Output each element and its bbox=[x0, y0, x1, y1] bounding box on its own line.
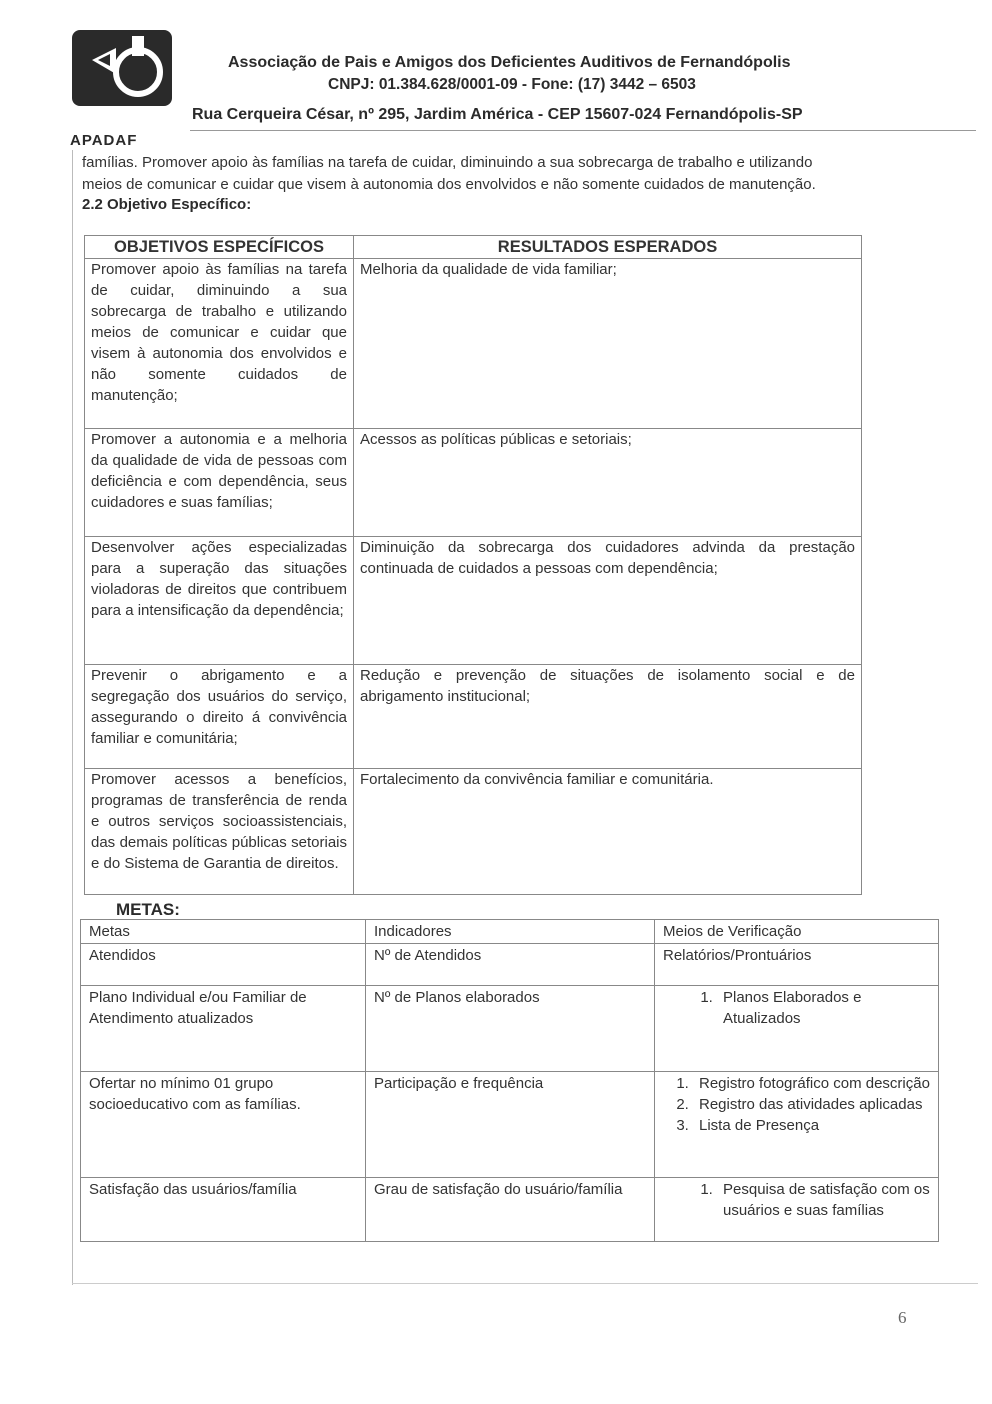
table-row bbox=[81, 944, 939, 986]
meio-list bbox=[663, 987, 930, 1029]
list-item: 2. Registro das atividades aplicadas bbox=[693, 1094, 930, 1115]
table-row bbox=[85, 665, 862, 769]
meta-cell: Ofertar no mínimo 01 grupo socioeducativo com as famílias. bbox=[81, 1072, 366, 1178]
metas-title: METAS: bbox=[116, 900, 180, 919]
meio-cell bbox=[655, 986, 939, 1072]
meta-cell: Satisfação das usuários/família bbox=[81, 1178, 366, 1242]
resultado-cell: Redução e prevenção de situações de isolamento social e de abrigamento institucional; bbox=[354, 665, 862, 769]
intro-line-1: famílias. Promover apoio às famílias na tarefa de cuidar, diminuindo a sua sobrecarga de trabalho e utilizando bbox=[82, 154, 813, 171]
list-item: 1. Registro fotográfico com descrição bbox=[693, 1073, 930, 1094]
intro-line-2: meios de comunicar e cuidar que visem à autonomia dos envolvidos e não somente cuidados de manutenção. bbox=[82, 176, 816, 193]
header-meios: Meios de Verificação bbox=[655, 920, 939, 944]
table-header-row bbox=[85, 236, 862, 259]
cnpj-phone: CNPJ: 01.384.628/0001-09 - Fone: (17) 3442 – 6503 bbox=[328, 76, 696, 93]
page-number: 6 bbox=[898, 1308, 907, 1327]
meio-list bbox=[663, 1179, 930, 1221]
list-item: 1. Pesquisa de satisfação com os usuários e suas famílias bbox=[717, 1179, 930, 1221]
org-name: Associação de Pais e Amigos dos Deficientes Auditivos de Fernandópolis bbox=[228, 54, 791, 71]
list-item: 3. Lista de Presença bbox=[693, 1115, 930, 1136]
resultado-cell: Melhoria da qualidade de vida familiar; bbox=[354, 259, 862, 429]
header-indicadores: Indicadores bbox=[366, 920, 655, 944]
logo-text: APADAF bbox=[70, 132, 138, 149]
objetivo-cell: Prevenir o abrigamento e a segregação dos usuários do serviço, assegurando o direito á convivência familiar e comunitária; bbox=[85, 665, 354, 769]
table-header-row bbox=[81, 920, 939, 944]
indicador-cell: Participação e frequência bbox=[366, 1072, 655, 1178]
meio-cell: Relatórios/Prontuários bbox=[655, 944, 939, 986]
meta-cell: Atendidos bbox=[81, 944, 366, 986]
footer-divider bbox=[72, 1283, 978, 1284]
table-row bbox=[81, 1178, 939, 1242]
meta-cell: Plano Individual e/ou Familiar de Atendimento atualizados bbox=[81, 986, 366, 1072]
meio-cell bbox=[655, 1072, 939, 1178]
table-row bbox=[85, 537, 862, 665]
list-item: 1. Planos Elaborados e Atualizados bbox=[717, 987, 930, 1029]
header-metas: Metas bbox=[81, 920, 366, 944]
table-row bbox=[81, 1072, 939, 1178]
logo-mark bbox=[72, 30, 172, 106]
table-row bbox=[85, 769, 862, 895]
header-objetivos: OBJETIVOS ESPECÍFICOS bbox=[85, 236, 354, 259]
meio-list bbox=[663, 1073, 930, 1136]
indicador-cell: Grau de satisfação do usuário/família bbox=[366, 1178, 655, 1242]
apadaf-logo bbox=[70, 28, 178, 149]
intro-paragraph bbox=[82, 152, 987, 196]
objetivo-cell: Promover a autonomia e a melhoria da qualidade de vida de pessoas com deficiência e com dependência, seus cuidadores e suas famílias; bbox=[85, 429, 354, 537]
address: Rua Cerqueira César, nº 295, Jardim América - CEP 15607-024 Fernandópolis-SP bbox=[192, 106, 803, 123]
resultado-cell: Fortalecimento da convivência familiar e comunitária. bbox=[354, 769, 862, 895]
table-row bbox=[85, 259, 862, 429]
metas-table bbox=[80, 919, 939, 1242]
meio-cell bbox=[655, 1178, 939, 1242]
table-row bbox=[81, 986, 939, 1072]
objetivos-table bbox=[84, 235, 862, 895]
resultado-cell: Diminuição da sobrecarga dos cuidadores advinda da prestação continuada de cuidados a pessoas com dependência; bbox=[354, 537, 862, 665]
indicador-cell: Nº de Planos elaborados bbox=[366, 986, 655, 1072]
header-resultados: RESULTADOS ESPERADOS bbox=[354, 236, 862, 259]
resultado-cell: Acessos as políticas públicas e setoriais; bbox=[354, 429, 862, 537]
left-margin-line bbox=[72, 150, 73, 1285]
objetivo-cell: Promover acessos a benefícios, programas de transferência de renda e outros serviços socioassistenciais, das demais políticas públicas setoriais e do Sistema de Garantia de direitos. bbox=[85, 769, 354, 895]
objetivo-cell: Desenvolver ações especializadas para a superação das situações violadoras de direitos que contribuem para a intensificação da dependência; bbox=[85, 537, 354, 665]
header-divider bbox=[190, 130, 976, 131]
objetivo-cell: Promover apoio às famílias na tarefa de cuidar, diminuindo a sua sobrecarga de trabalho e utilizando meios de comunicar e cuidar que visem à autonomia dos envolvidos e não somente cuidados de manutenção; bbox=[85, 259, 354, 429]
indicador-cell: Nº de Atendidos bbox=[366, 944, 655, 986]
section-subtitle: 2.2 Objetivo Específico: bbox=[82, 196, 252, 213]
table-row bbox=[85, 429, 862, 537]
